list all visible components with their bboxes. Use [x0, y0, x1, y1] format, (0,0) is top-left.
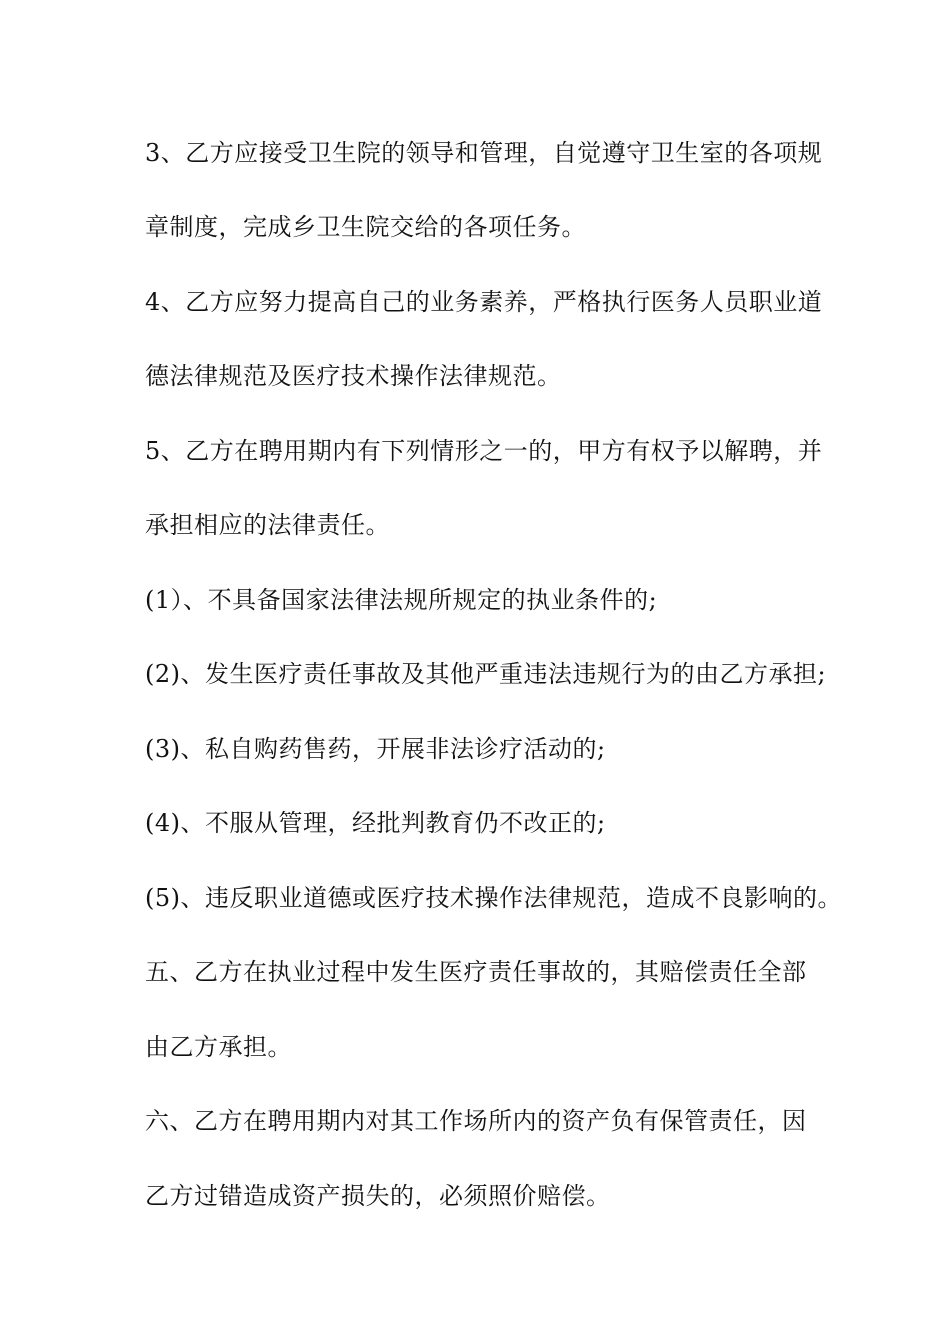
section-5-line-1: 五、乙方在执业过程中发生医疗责任事故的，其赔偿责任全部: [145, 958, 807, 986]
clause-4-line-1: 4、乙方应努力提高自己的业务素养，严格执行医务人员职业道: [145, 288, 823, 316]
sub-item-4: (4)、不服从管理，经批判教育仍不改正的;: [145, 809, 606, 837]
section-6-line-2: 乙方过错造成资产损失的，必须照价赔偿。: [145, 1182, 611, 1210]
clause-4-line-2: 德法律规范及医疗技术操作法律规范。: [145, 362, 562, 390]
sub-item-1: (1）、不具备国家法律法规所规定的执业条件的;: [145, 586, 658, 614]
section-6-line-1: 六、乙方在聘用期内对其工作场所内的资产负有保管责任，因: [145, 1107, 807, 1135]
sub-item-3: (3)、私自购药售药，开展非法诊疗活动的;: [145, 735, 606, 763]
clause-3-line-1: 3、乙方应接受卫生院的领导和管理，自觉遵守卫生室的各项规: [145, 139, 823, 167]
clause-3-line-2: 章制度，完成乡卫生院交给的各项任务。: [145, 213, 586, 241]
sub-item-5: (5)、违反职业道德或医疗技术操作法律规范，造成不良影响的。: [145, 884, 842, 912]
sub-item-2: (2)、发生医疗责任事故及其他严重违法违规行为的由乙方承担;: [145, 660, 827, 688]
section-5-line-2: 由乙方承担。: [145, 1033, 292, 1061]
clause-5-line-2: 承担相应的法律责任。: [145, 511, 390, 539]
clause-5-line-1: 5、乙方在聘用期内有下列情形之一的，甲方有权予以解聘，并: [145, 437, 823, 465]
